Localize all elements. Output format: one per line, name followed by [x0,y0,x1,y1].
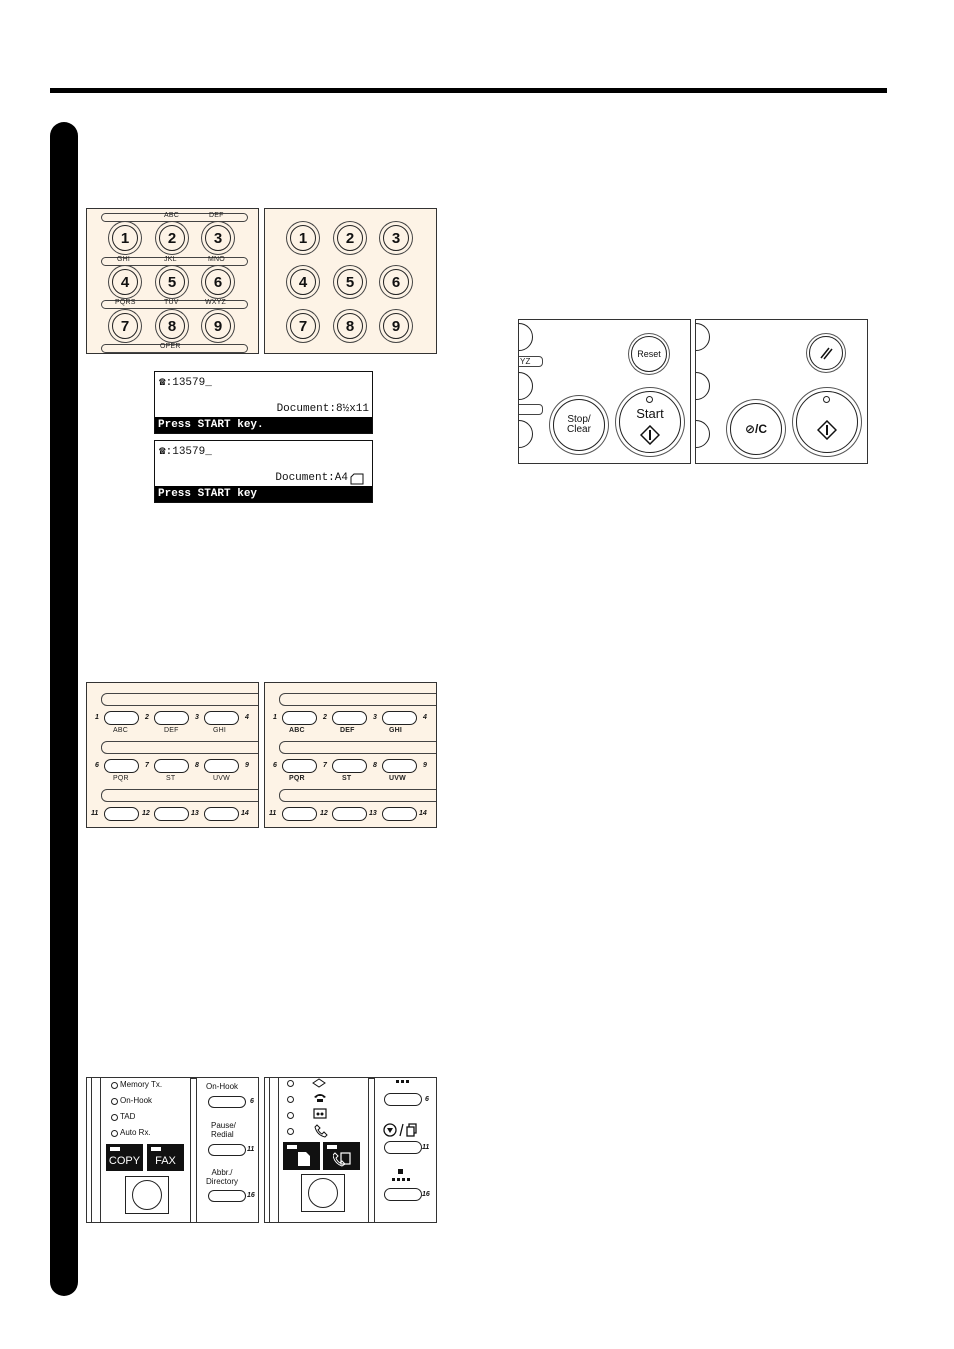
start-diamond-icon [640,425,660,445]
start-button[interactable] [619,391,681,453]
key-5[interactable]: 5 [337,269,363,295]
power-key[interactable] [308,1178,338,1208]
start-diamond-icon [817,420,837,440]
key-8[interactable]: 8 [337,313,363,339]
key-1[interactable]: 1 [112,225,138,251]
key-number: 9 [245,762,249,769]
key-number: 4 [423,714,427,721]
key-number: 4 [245,714,249,721]
key-label: GHI [213,727,227,734]
one-touch-key-2[interactable] [332,711,367,725]
reset-label: Reset [637,349,661,359]
chapter-sidebar-tab [50,122,78,1296]
start-button[interactable] [796,391,858,453]
keypad-panel-metric [264,208,437,354]
key-number: 1 [95,714,99,721]
one-touch-key-11[interactable] [282,807,317,821]
key-number: 3 [195,714,199,721]
key-number: 11 [269,810,277,817]
mode-panel-inch [86,1077,259,1223]
key-label: GHI [389,727,403,734]
partial-key [695,372,710,400]
label-def: DEF [209,212,224,219]
key-number: 2 [145,714,149,721]
memory-tx-icon [311,1078,327,1088]
key-number: 6 [250,1098,254,1105]
stop-clear-button[interactable] [553,399,605,451]
indicator-label: Memory Tx. [120,1080,163,1089]
key-7[interactable]: 7 [290,313,316,339]
lcd-line-number: ☎:13579_ [159,377,212,389]
key-label: UVW [213,775,230,782]
key-number: 11 [422,1144,430,1151]
one-touch-key-1[interactable] [104,711,139,725]
key-label: ST [342,775,352,782]
key-2[interactable]: 2 [159,225,185,251]
one-touch-key-3[interactable] [382,711,417,725]
broadcast-icon [395,1078,411,1086]
fax-button[interactable] [147,1144,184,1171]
reset-slash-icon [810,337,842,369]
fax-led [327,1145,337,1149]
lcd-line-message: Press START key. [155,417,372,433]
one-touch-panel-inch [86,682,259,828]
key-number: 7 [145,762,149,769]
one-touch-key-2[interactable] [154,711,189,725]
indicator-label: TAD [120,1112,136,1121]
key-number: 8 [373,762,377,769]
one-touch-key-8[interactable] [382,759,417,773]
indicator-label: Auto Rx. [120,1128,151,1137]
key-number: 16 [422,1191,430,1198]
label-bar [279,789,437,802]
key-number: 7 [323,762,327,769]
key-number: 14 [419,810,427,817]
tad-cassette-icon [313,1108,329,1120]
directory-icon [391,1168,415,1184]
start-indicator-led [646,396,653,403]
key-9[interactable]: 9 [383,313,409,339]
lcd-line-number: ☎:13579_ [159,446,212,458]
key-number: 9 [423,762,427,769]
key-label: ABC [289,727,305,734]
mode-panel-metric [264,1077,437,1223]
memory-tx-led [287,1080,294,1087]
one-touch-key-7[interactable] [154,759,189,773]
key-3[interactable]: 3 [383,225,409,251]
pause-redial-icon [383,1122,417,1138]
label-abc: ABC [164,212,179,219]
label-tuv: TUV [164,299,179,306]
one-touch-key-8[interactable] [204,759,239,773]
start-panel-inch [518,319,691,464]
label-pqrs: PQRS [115,299,136,306]
label-jkl: JKL [164,256,177,263]
label-wxyz: WXYZ [205,299,227,306]
partial-key [518,372,533,400]
one-touch-key-12[interactable] [332,807,367,821]
on-hook-button[interactable] [208,1096,246,1108]
key-number: 11 [91,810,99,817]
edge-text: YZ [520,357,531,366]
pause-redial-button[interactable] [208,1144,246,1156]
power-key-frame [125,1176,169,1214]
reset-button[interactable] [809,336,843,370]
partial-key [695,323,710,351]
lcd-line-message: Press START key [155,486,372,502]
panel-edge [91,1078,101,1223]
one-touch-key-6[interactable] [282,759,317,773]
partial-key [518,323,533,351]
section-divider [190,1078,197,1223]
label-bar [101,741,259,754]
key-5[interactable]: 5 [159,269,185,295]
copy-button[interactable] [106,1144,143,1171]
copy-label: COPY [108,1155,141,1167]
key-9[interactable]: 9 [205,313,231,339]
section-divider [368,1078,375,1223]
tad-led [111,1114,118,1121]
lcd-line-document [275,472,348,484]
power-key-frame [301,1174,345,1212]
lcd-display-metric [154,440,373,503]
fax-button[interactable] [323,1142,360,1170]
key-label: PQR [113,775,129,782]
label-mno: MNO [208,256,225,263]
key-6[interactable]: 6 [383,269,409,295]
label-bar [101,789,259,802]
key-label: ST [166,775,176,782]
start-panel-metric [695,319,868,464]
start-label: Start [636,406,664,421]
fax-led [151,1147,161,1151]
key-number: 2 [323,714,327,721]
one-touch-panel-metric [264,682,437,828]
auto-rx-led [287,1128,294,1135]
one-touch-key-13[interactable] [382,807,417,821]
on-hook-led [287,1096,294,1103]
key-7[interactable]: 7 [112,313,138,339]
key-number: 6 [273,762,277,769]
lcd-display-inch [154,371,373,434]
key-label: PQR [289,775,305,782]
key-number: 13 [191,810,199,817]
on-hook-button[interactable] [384,1093,422,1106]
stop-clear-label: ⊘/C [744,422,768,436]
key-number: 8 [195,762,199,769]
key-4[interactable]: 4 [290,269,316,295]
abbr-directory-button[interactable] [384,1188,422,1201]
key-number: 16 [247,1192,255,1199]
key-3[interactable]: 3 [205,225,231,251]
key-number: 1 [273,714,277,721]
keypad-panel-inch [86,208,259,354]
one-touch-key-13[interactable] [204,807,239,821]
copy-button[interactable] [283,1142,320,1170]
partial-key [518,420,533,448]
indicator-label: On-Hook [120,1096,153,1105]
one-touch-key-12[interactable] [154,807,189,821]
key-number: 12 [320,810,328,817]
key-6[interactable]: 6 [205,269,231,295]
one-touch-key-7[interactable] [332,759,367,773]
label-bar [279,741,437,754]
pause-redial-button[interactable] [384,1141,422,1154]
partial-key [695,420,710,448]
label-oper: OPER [160,343,181,350]
key-number: 6 [95,762,99,769]
key-number: 12 [142,810,150,817]
label-bar [279,693,437,706]
auto-rx-led [111,1130,118,1137]
abbr-directory-button[interactable] [208,1190,246,1202]
label-ghi: GHI [117,256,131,263]
lcd-line-document: Document:8½x11 [276,403,369,415]
key-number: 14 [241,810,249,817]
memory-tx-led [111,1082,118,1089]
copy-page-icon [297,1151,311,1167]
tad-led [287,1112,294,1119]
key-number: 3 [373,714,377,721]
header-rule [50,88,887,93]
copy-led [110,1147,120,1151]
key-4[interactable]: 4 [112,269,138,295]
one-touch-key-6[interactable] [104,759,139,773]
side-key-label: On-Hook [206,1082,239,1091]
key-label: DEF [340,727,355,734]
key-label: UVW [389,775,406,782]
stop-clear-button[interactable] [730,403,782,455]
power-key[interactable] [132,1180,162,1210]
key-8[interactable]: 8 [159,313,185,339]
key-label: ABC [113,727,128,734]
copy-led [287,1145,297,1149]
start-indicator-led [823,396,830,403]
fax-label: FAX [155,1155,176,1167]
fax-icon [333,1151,351,1167]
on-hook-icon [313,1092,329,1104]
stop-clear-label: Stop/ Clear [567,414,591,435]
side-key-label: Pause/ Redial [211,1121,236,1139]
key-number: 13 [369,810,377,817]
lcd-document-text: Document:A4 [275,472,348,484]
one-touch-key-3[interactable] [204,711,239,725]
one-touch-key-11[interactable] [104,807,139,821]
one-touch-key-1[interactable] [282,711,317,725]
side-key-label: Abbr./ Directory [206,1168,239,1186]
phone-handset-icon [314,1124,328,1138]
label-bar [101,693,259,706]
key-number: 11 [247,1146,255,1153]
key-2[interactable]: 2 [337,225,363,251]
page-orientation-icon [350,473,364,485]
key-1[interactable]: 1 [290,225,316,251]
key-number: 6 [425,1096,429,1103]
reset-button[interactable] [631,336,667,372]
on-hook-led [111,1098,118,1105]
label-bar [518,404,543,415]
key-label: DEF [164,727,179,734]
panel-edge [269,1078,279,1223]
